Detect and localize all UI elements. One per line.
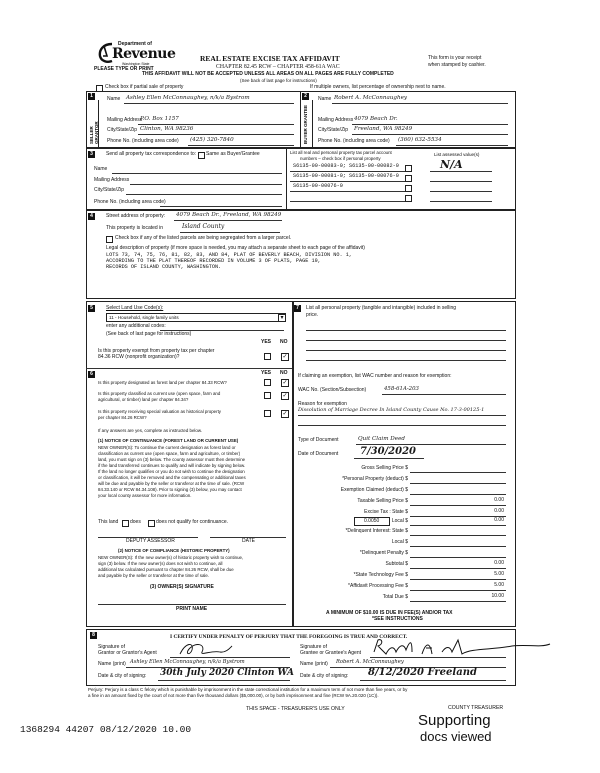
delinquent-interest-state-label: *Delinquent Interest: State $ [345,528,408,534]
section-1-number: 1 [88,93,95,100]
seller-city: Clinton, WA 98236 [140,126,194,132]
historic-no-checkbox[interactable]: ✓ [282,411,288,417]
parcel-item: S6135-00-00083-0; S6135-00-00082-0 [293,163,399,169]
historic-yes-checkbox[interactable] [264,410,271,417]
forest-question: Is this property designated as forest land per chapter 84.33 RCW? [98,380,227,385]
doc-type: Quit Claim Deed [358,436,405,442]
current-use-no-checkbox[interactable]: ✓ [282,393,288,399]
continuance-text: 84.33.140 or RCW 84.34.108). Prior to signing (3) below, you may contact [98,487,242,492]
personal-property-label-2: price. [306,312,319,318]
assessed-value-label: List assessed value(s) [434,152,480,157]
yes-header: YES [261,339,272,345]
local-rate-value: 0.0050 [364,518,380,524]
continuance-title: (1) NOTICE OF CONTINUANCE (FOREST LAND OR CURRENT USE) [98,438,239,443]
doc-type-label: Type of Document [298,437,339,443]
grantor-sig-label-2: Grantor or Grantor's Agent [98,650,157,656]
legal-label: Legal description of property (if more space is needed, you may attach a separate sheet to each page of the affidavit) [106,245,365,251]
does-checkbox[interactable] [122,520,129,527]
local-tax-value: 0.00 [494,517,504,523]
grantor-sig-label-1: Signature of [98,644,125,650]
historic-question-2: per chapter 84.26 RCW? [98,415,147,420]
grantor-name: Ashley Ellen McConnaughey, n/k/a Bystrom [130,659,245,665]
grantee-signature [372,636,552,658]
land-use-select[interactable] [106,313,286,322]
exemption-label: If claiming an exemption, list WAC number and reason for exemption: [298,373,452,379]
reason-label: Reason for exemption [298,401,347,407]
exempt-question-1: Is this property exempt from property tax per chapter [98,348,215,354]
local-tax-label: Local $ [391,518,408,524]
receipt-2: when stamped by cashier. [428,62,486,68]
grantee-sig-label-2: Grantee or Grantee's Agent [300,650,361,656]
deputy-assessor-label: DEPUTY ASSESSOR [126,538,175,544]
segregated-checkbox[interactable] [106,236,113,243]
parcel-item: S6135-00-00076-0 [293,183,343,189]
technology-fee-label: *State Technology Fee $ [353,572,408,578]
continuance-text: if the land transferred continues to qualify and will indicate by signing below. [98,463,246,468]
delinquent-interest-local-label: Local $ [391,539,408,545]
exempt-no-checkbox[interactable]: ✓ [282,354,288,360]
current-use-yes-checkbox[interactable] [264,392,271,399]
segregated-label: Check box if any of the listed parcels are being segregated from a larger parcel. [115,235,292,241]
historic-question-1: Is this property receiving special valuation as historical property [98,409,221,414]
compliance-title: (2) NOTICE OF COMPLIANCE (HISTORIC PROPERTY) [118,548,230,553]
parcels-header-1: List all real and personal property tax parcel account [290,150,392,155]
located-label: This property is located in [106,225,163,231]
current-use-question-2: agricultural, or timber) land per chapter 84.34? [98,397,189,402]
land-use-see-back: (See back of last page for instructions) [106,331,192,337]
total-due-label: Total Due $ [382,594,408,600]
exemption-deduct-label: Exemption Claimed (deduct) $ [340,487,408,493]
perjury-line-1: Perjury: Perjury is a class C felony which is punishable by imprisonment in the state correctional institution for a maximum term of not more than five years, or by [88,687,408,692]
grantee-date-city: 8/12/2020 Freeland [368,667,477,678]
corr-city-label: City/State/Zip [94,187,125,193]
continuance-text: land, you must sign on (3) below. The county assessor must then determine [98,457,246,462]
form-title: REAL ESTATE EXCISE TAX AFFIDAVIT [200,54,340,63]
same-as-buyer-label: Same as Buyer/Grantee [206,151,260,157]
parcel-personal-checkbox[interactable] [405,175,412,182]
compliance-text: additional tax calculated pursuant to chapter 84.26 RCW, shall be due [98,567,234,572]
continuance-text: If the land no longer qualifies or you do not wish to continue the designation [98,469,245,474]
taxable-price-value: 0.00 [494,497,504,503]
forest-no-checkbox[interactable]: ✓ [282,380,288,386]
grantee-sig-label-1: Signature of [300,644,327,650]
certify-statement: I CERTIFY UNDER PENALTY OF PERJURY THAT THE FOREGOING IS TRUE AND CORRECT. [170,634,408,640]
seller-mailing: P.O. Box 1157 [140,116,179,122]
subtotal-label: Subtotal $ [385,561,408,567]
technology-fee-value: 5.00 [494,571,504,577]
supporting-stamp: Supporting [418,712,491,729]
continuance-text: will be due and payable by the seller or transferor at the time of sale. (RCW [98,481,245,486]
dropdown-icon[interactable]: ▾ [278,314,286,322]
partial-sale-label: Check box if partial sale of property [105,84,184,90]
personal-property-deduct-label: *Personal Property (deduct) $ [342,476,408,482]
parcel-item: S6135-00-00081-0; S6135-00-00076-0 [293,173,399,179]
compliance-text: NEW OWNER(S): If the new owner(s) of historic property wish to continue, [98,555,244,560]
doc-date: 7/30/2020 [360,446,417,457]
buyer-name-label: Name [318,96,332,102]
excise-state-value: 0.00 [494,508,504,514]
local-rate-field[interactable] [354,517,390,526]
assessor-date-label: DATE [242,538,255,544]
continuance-text: or classification, it will be removed and the compensating or additional taxes [98,475,246,480]
land-use-value: 11 - Household, single family units [109,314,179,320]
parcels-header-2: numbers – check box if personal property [300,156,381,161]
treasurer-use-only: THIS SPACE - TREASURER'S USE ONLY [246,706,345,712]
does-label: does [130,519,141,525]
if-yes-note: If any answers are yes, complete as instructed below. [98,428,202,433]
land-use-label: Select Land Use Code(s): [106,305,164,311]
logo-word: Revenue [112,46,176,62]
logo-top: Department of [118,41,152,47]
same-as-buyer-checkbox[interactable] [198,152,205,159]
subtotal-value: 0.00 [494,560,504,566]
recording-stamp: 1368294 44207 08/12/2020 10.00 [20,724,192,735]
form-warning: THIS AFFIDAVIT WILL NOT BE ACCEPTED UNLESS ALL AREAS ON ALL PAGES ARE FULLY COMPLETED [142,71,394,77]
no-header-6: NO [280,370,288,376]
compliance-text: sign (3) below. If the new owner(s) does not wish to continue, all [98,561,223,566]
seller-side-label: SELLER GRANTOR [89,121,100,144]
seller-phone: (425) 320-7840 [190,137,234,143]
personal-property-label-1: List all personal property (tangible and intangible) included in selling [306,305,457,311]
grantor-signature [176,640,236,658]
legal-line-1: LOTS 73, 74, 75, 76, 81, 82, 83, AND 84, PLAT OF BEVERLY BEACH, DIVISION NO. 1, [106,252,352,258]
wac-number: 458-61A-203 [384,386,419,392]
affidavit-fee-label: *Affidavit Processing Fee $ [348,583,408,589]
section-7-number: 7 [294,305,301,312]
parcel-personal-checkbox[interactable] [405,195,412,202]
legal-line-3: RECORDS OF ISLAND COUNTY, WASHINGTON. [106,264,222,270]
section-3-number: 3 [88,151,95,158]
section-2-number: 2 [302,93,309,100]
taxable-price-label: Taxable Selling Price $ [357,498,408,504]
docs-viewed-stamp: docs viewed [420,729,492,744]
total-due-value: 10.00 [491,593,504,599]
affidavit-fee-value: 5.00 [494,582,504,588]
reason-value: Dissolution of Marriage Decree In Island County Cause No. 17-3-00125-1 [298,407,485,413]
this-land-label: This land [98,519,119,525]
assessed-value-handwritten: N/A [440,158,463,171]
does-not-checkbox[interactable] [148,520,155,527]
doc-date-label: Date of Document [298,451,339,457]
buyer-name: Robert A. McConnaughey [334,95,408,101]
print-name-label: PRINT NAME [176,606,208,612]
buyer-city: Freeland, WA 98249 [354,126,413,132]
section-6-number: 6 [88,371,95,378]
corr-phone-label: Phone No. (including area code) [94,199,166,205]
legal-line-2: ACCORDING TO THE PLAT THEREOF RECORDED IN VOLUME 3 OF PLATS, PAGE 19, [106,258,321,264]
owner-signature-label: (3) OWNER(S) SIGNATURE [150,584,214,590]
seller-city-label: City/State/Zip [107,127,138,133]
see-back: (See back of last page for instructions) [240,78,317,83]
compliance-text: and payable by the seller or transferor at the time of sale. [98,573,210,578]
corr-name-label: Name [94,166,108,172]
seller-mailing-label: Mailing Address [107,117,143,123]
buyer-mailing: 4079 Beach Dr. [354,116,398,122]
wac-label: WAC No. (Section/Subsection) [298,387,367,393]
forest-yes-checkbox[interactable] [264,379,271,386]
continuance-text: NEW OWNER(S): To continue the current designation as forest land or [98,445,236,450]
buyer-phone-label: Phone No. (including area code) [318,138,390,144]
grantee-name: Robert A. McConnaughey [336,659,404,665]
buyer-side-label: BUYER GRANTEE [303,104,308,144]
see-instructions: *SEE INSTRUCTIONS [372,616,423,622]
parcel-personal-checkbox[interactable] [405,165,412,172]
gross-price-label: Gross Selling Price $ [361,465,408,471]
exempt-question-2: 84.36 RCW (nonprofit organization)? [98,354,180,360]
minimum-due-note: A MINIMUM OF $10.00 IS DUE IN FEE(S) AND/OR TAX [326,610,453,616]
grantor-date-city: 30th July 2020 Clinton WA [160,668,295,678]
does-not-label: does not qualify for continuance. [156,519,228,525]
receipt-1: This form is your receipt [428,55,482,61]
form-chapter: CHAPTER 82.45 RCW – CHAPTER 458-61A WAC [216,64,340,70]
multiple-owners-note: If multiple owners, list percentage of ownership next to name. [310,84,446,90]
yes-header-6: YES [261,370,272,376]
grantor-name-label: Name (print) [98,661,126,667]
buyer-city-label: City/State/Zip [318,127,349,133]
please-type: PLEASE TYPE OR PRINT [94,66,154,72]
perjury-line-2: a fine in an amount fixed by the court of not more than five thousand dollars ($5,000.00), or by both imprisonment and fine (RCW 9A.20.020 (1C)). [88,693,379,698]
continuance-text: classification as current use (open space, farm and agriculture, or timber) [98,451,241,456]
exempt-yes-checkbox[interactable] [264,353,271,360]
current-use-question-1: Is this property classified as current use (open space, farm and [98,391,221,396]
section-8-number: 8 [90,632,97,639]
section-4-number: 4 [88,213,95,220]
seller-phone-label: Phone No. (including area code) [107,138,179,144]
section-5-number: 5 [88,305,95,312]
logo-sub: Washington State [122,62,150,66]
excise-state-label: Excise Tax : State $ [364,509,408,515]
buyer-phone: (360) 632-5534 [398,137,442,143]
parcel-personal-checkbox[interactable] [405,185,412,192]
grantee-name-label: Name (print) [300,661,328,667]
street-label: Street address of property: [106,213,166,219]
county-treasurer-label: COUNTY TREASURER [448,705,504,711]
grantor-date-label: Date & city of signing: [98,673,147,679]
grantee-date-label: Date & city of signing: [300,673,349,679]
buyer-mailing-label: Mailing Address [318,117,354,123]
correspondence-label: Send all property tax correspondence to: [106,151,197,157]
no-header: NO [280,339,288,345]
corr-mailing-label: Mailing Address [94,177,130,183]
seller-name-label: Name [107,96,121,102]
delinquent-penalty-label: *Delinquent Penalty $ [359,550,408,556]
additional-codes-label: enter any additional codes: [106,323,166,329]
street-address: 4079 Beach Dr., Freeland, WA 98249 [176,212,282,218]
county: Island County [182,223,225,230]
seller-name: Ashley Ellen McConnaughey, n/k/a Bystrom [126,95,250,101]
continuance-text: your local county assessor for more information. [98,493,192,498]
